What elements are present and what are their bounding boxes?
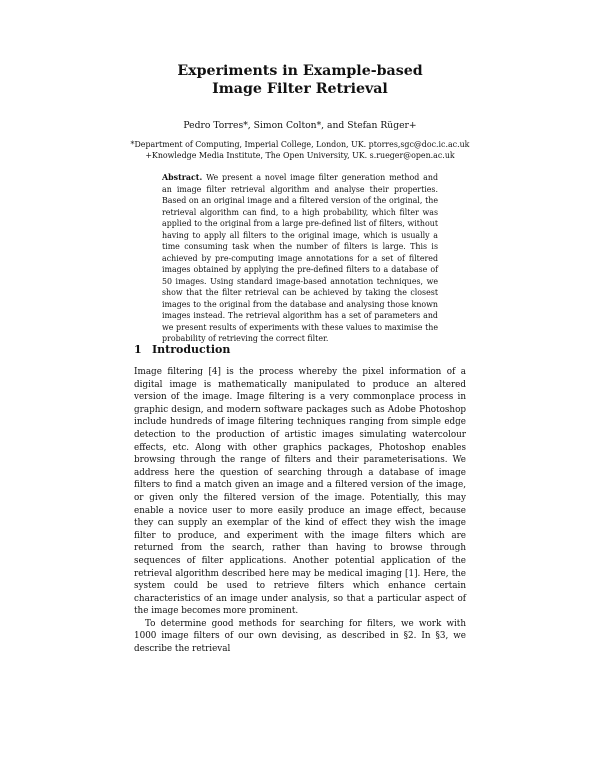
paragraph: To determine good methods for searching for filters, we work with 1000 image filters of our own devising, as described in §2. In §3, we describe the retrieval [134, 618, 466, 655]
abstract-label: Abstract. [162, 173, 203, 182]
author-list: Pedro Torres*, Simon Colton*, and Stefan Rüger+ [183, 120, 417, 131]
affiliation-open-university: +Knowledge Media Institute, The Open University, UK. s.rueger@open.ac.uk [145, 151, 455, 160]
section-title: Introduction [152, 343, 231, 356]
paper-title-line-2: Image Filter Retrieval [212, 81, 388, 97]
introduction-body [134, 366, 466, 656]
abstract-text: We present a novel image filter generation method and an image filter retrieval algorithm and analyse their properties. Based on an original image and a filtered version of the original, the retrieval algorithm can find, to a high probability, which filter was applied to the original from a large pre-defined list of filters, without having to apply all filters to the original image, which is usually a time consuming task when the number of filters is large. This is achieved by pre-computing image annotations for a set of filtered images obtained by applying the pre-defined filters to a database of 50 images. Using standard image-based annotation techniques, we show that the filter retrieval can be achieved by taking the closest images to the original from the database and analysing those known images instead. The retrieval algorithm has a set of parameters and we present results of experiments with these values to maximise the probability of retrieving the correct filter. [162, 173, 439, 343]
abstract [162, 172, 438, 345]
affiliation-imperial: *Department of Computing, Imperial College, London, UK. ptorres,sgc@doc.ic.ac.uk [130, 140, 470, 149]
paper-title-line-1: Experiments in Example-based [177, 63, 423, 79]
section-number: 1 [134, 343, 142, 356]
paragraph: Image filtering [4] is the process whereby the pixel information of a digital image is mathematically manipulated to produce an altered version of the image. Image filtering is a very commonplace process in graphic design, and modern software packages such as Adobe Photoshop include hundreds of image filtering techniques ranging from simple edge detection to the production of artistic images simulating watercolour effects, etc. Along with other graphics packages, Photoshop enables browsing through the range of filters and their parameterisations. We address here the question of searching through a database of image filters to find a match given an image and a filtered version of the image, or given only the filtered version of the image. Potentially, this may enable a novice user to more easily produce an image effect, because they can supply an exemplar of the kind of effect they wish the image filter to produce, and experiment with the image filters which are returned from the search, rather than having to browse through sequences of filter applications. Another potential application of the retrieval algorithm described here may be medical imaging [1]. Here, the system could be used to retrieve filters which enhance certain characteristics of an image under analysis, so that a particular aspect of the image becomes more prominent. [134, 367, 466, 617]
section-heading-introduction [134, 343, 230, 356]
